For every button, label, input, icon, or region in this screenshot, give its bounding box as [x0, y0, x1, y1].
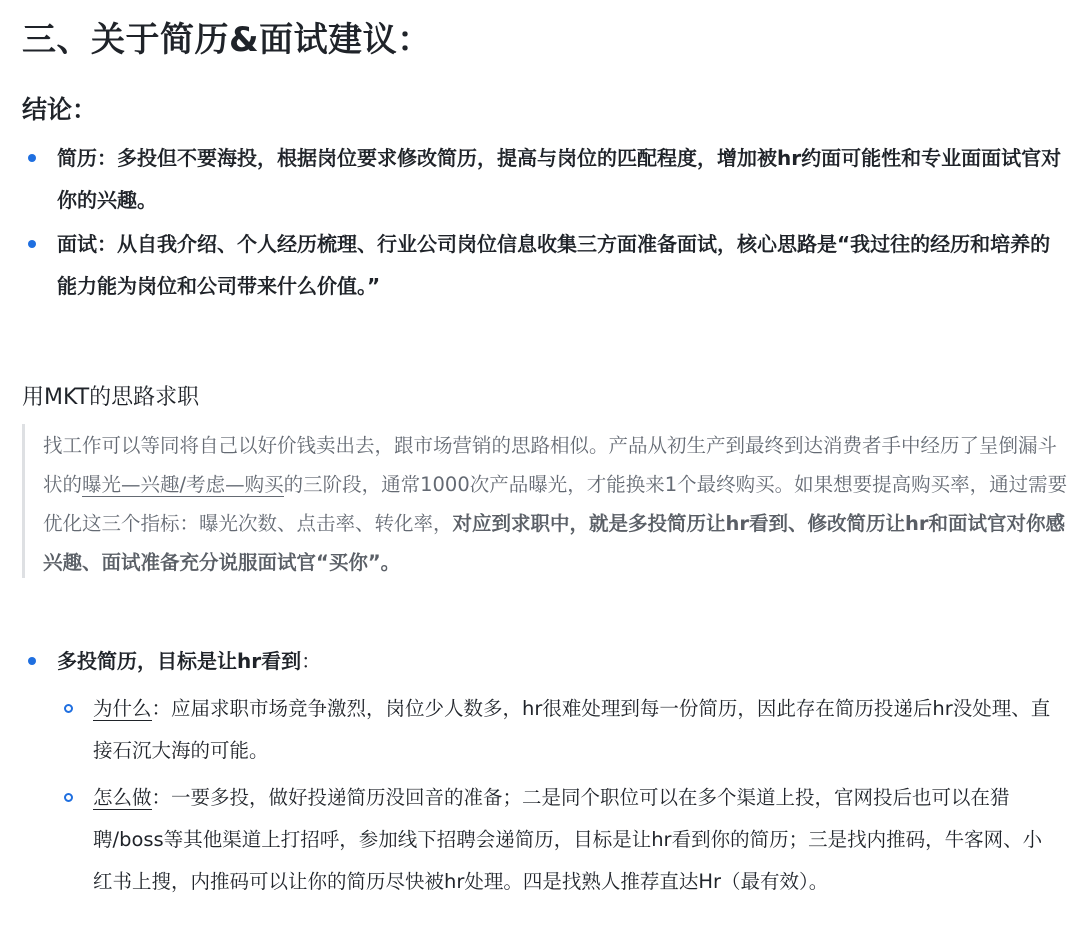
item-body: 从自我介绍、个人经历梳理、行业公司岗位信息收集三方面准备面试，核心思路是“我过往的经历和培养的能力能为岗位和公司带来什么价值。” — [57, 232, 1051, 298]
quote-bold-conclusion: 对应到求职中，就是多投简历让hr看到、修改简历让hr和面试官对你感兴趣、面试准备充分说服面试官“买你”。 — [43, 512, 1066, 574]
conclusion-heading: 结论： — [22, 95, 98, 124]
section-title: 三、关于简历&面试建议： — [22, 20, 432, 60]
sub-item-label: 怎么做 — [93, 786, 152, 809]
sub-item-colon: ： — [151, 697, 172, 720]
item-colon: ： — [301, 649, 322, 673]
quote-part2: 的三阶段，通常1000次产品曝光，才能换来1个最终购买。如果想要提高购买率，通过需要优化这三个指标：曝光次数、点击率、转化率， — [43, 473, 1068, 535]
list-item-interview — [24, 223, 1069, 307]
sub-item-text — [93, 777, 1058, 903]
list-item-text — [57, 640, 1069, 682]
item-body: 多投但不要海投，根据岗位要求修改简历，提高与岗位的匹配程度，增加被hr约面可能性和专业面面试官对你的兴趣。 — [57, 146, 1062, 212]
list-item-resume — [24, 137, 1069, 221]
list-item-text — [57, 223, 1069, 307]
blockquote — [22, 424, 1073, 578]
funnel-stages-underlined: 曝光—兴趣/考虑—购买 — [82, 473, 284, 496]
sub-item-body: 应届求职市场竞争激烈，岗位少人数多，hr很难处理到每一份简历，因此存在简历投递后hr没处理、直接石沉大海的可能。 — [93, 697, 1051, 762]
bullet-dot-icon — [28, 240, 36, 248]
hollow-bullet-icon — [64, 704, 73, 713]
mkt-heading: 用MKT的思路求职 — [22, 385, 200, 410]
sub-list-item-why — [60, 688, 1060, 772]
quote-part1: 找工作可以等同将自己以好价钱卖出去，跟市场营销的思路相似。产品从初生产到最终到达消费者手中经历了呈倒漏斗状的 — [43, 434, 1058, 496]
quote-text — [43, 426, 1069, 582]
sub-list-item-how — [60, 777, 1060, 945]
item-label: 面试： — [57, 232, 117, 256]
sub-item-text — [93, 688, 1058, 772]
list-item-text — [57, 137, 1069, 221]
sub-item-colon: ： — [151, 786, 172, 809]
sub-item-body: 一要多投，做好投递简历没回音的准备；二是同个职位可以在多个渠道上投，官网投后也可以在猎聘/boss等其他渠道上打招呼，参加线下招聘会递简历，目标是让hr看到你的简历；三是找内推码，牛客网、小红书上搜，内推码可以让你的简历尽快被hr处理。四是找熟人推荐直达Hr（最有效）。 — [93, 786, 1043, 893]
bullet-dot-icon — [28, 657, 36, 665]
item-label: 简历： — [57, 146, 117, 170]
item-title: 多投简历，目标是让hr看到 — [57, 649, 302, 673]
sub-item-label: 为什么 — [93, 697, 152, 720]
bullet-dot-icon — [28, 154, 36, 162]
list-item-more-resumes — [24, 640, 1069, 682]
hollow-bullet-icon — [64, 793, 73, 802]
